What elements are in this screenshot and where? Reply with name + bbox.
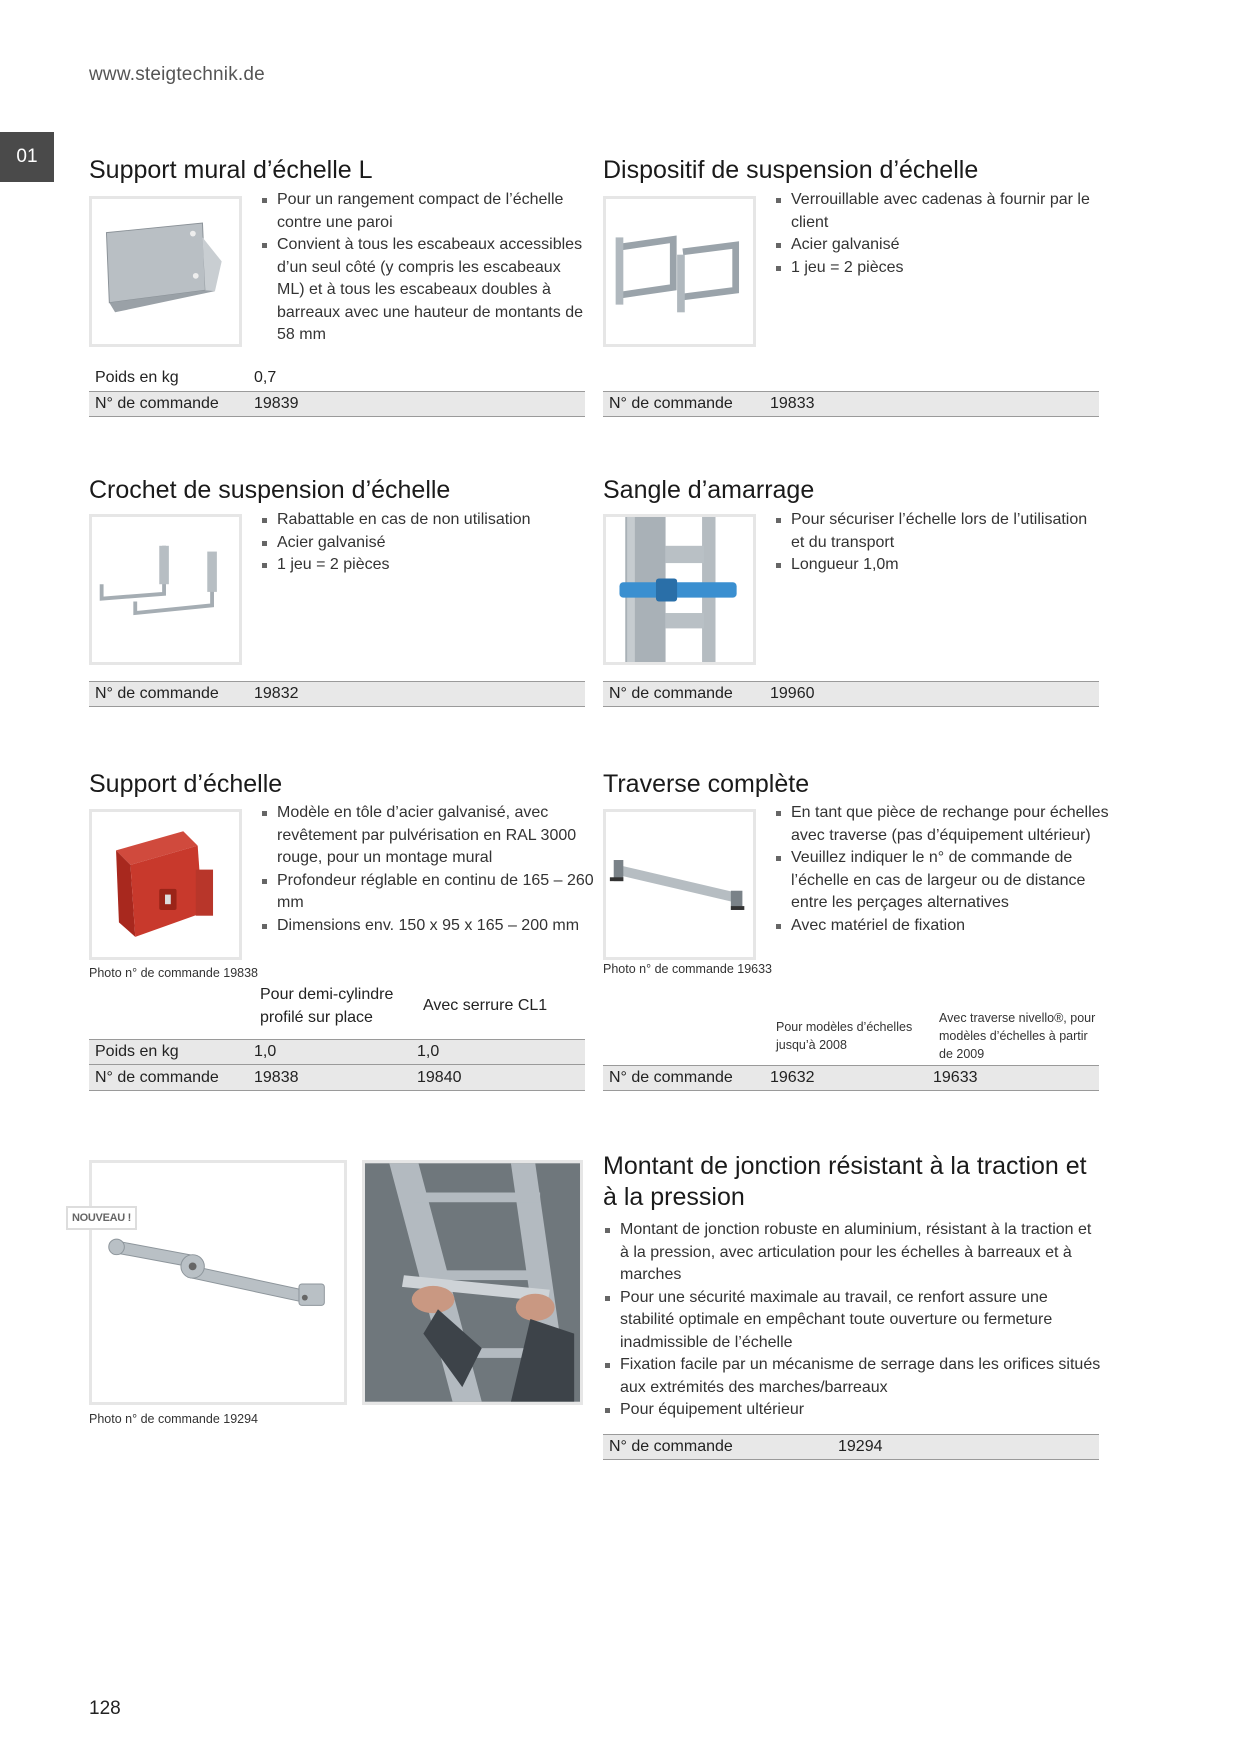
feature-item: En tant que pièce de rechange pour échelles avec traverse (pas d’équipement ultérieur) <box>774 802 1109 847</box>
order-label: N° de commande <box>95 395 219 412</box>
feature-item: Convient à tous les escabeaux accessibles d’un seul côté (y compris les escabeaux ML) et à tous les escabeaux doubles à barreaux avec une hauteur de montants de 58 mm <box>260 234 590 347</box>
table-row <box>603 1065 1099 1091</box>
crossbar-features <box>774 802 1109 937</box>
ladder-hook-image <box>89 514 242 665</box>
connecting-strut-image <box>89 1160 347 1405</box>
product-title-ladder-hook: Crochet de suspension d’échelle <box>89 476 451 504</box>
column-header: Avec serrure CL1 <box>423 997 548 1014</box>
feature-item: Acier galvanisé <box>260 532 590 555</box>
product-title-ladder-support: Support d’échelle <box>89 770 283 798</box>
page-number: 128 <box>89 1698 121 1719</box>
order-number: 19960 <box>770 685 815 702</box>
feature-item: 1 jeu = 2 pièces <box>260 554 590 577</box>
ladder-suspension-image <box>603 196 756 347</box>
order-number: 19632 <box>770 1069 815 1086</box>
order-number: 19839 <box>254 395 299 412</box>
new-badge: NOUVEAU ! <box>66 1206 137 1230</box>
table-row <box>89 1065 585 1091</box>
photo-caption: Photo n° de commande 19294 <box>89 1412 259 1426</box>
product-title-ladder-suspension: Dispositif de suspension d’échelle <box>603 156 979 184</box>
feature-item: Verrouillable avec cadenas à fournir par le client <box>774 189 1104 234</box>
product-title-crossbar: Traverse complète <box>603 770 810 798</box>
feature-item: Profondeur réglable en continu de 165 – 260 mm <box>260 870 595 915</box>
order-number: 19832 <box>254 685 299 702</box>
connecting-strut-features <box>603 1219 1103 1422</box>
order-label: N° de commande <box>95 1068 219 1086</box>
feature-item: Rabattable en cas de non utilisation <box>260 509 590 532</box>
column-header: Pour modèles d’échelles jusqu’à 2008 <box>776 1020 913 1052</box>
table-row <box>89 681 585 707</box>
strap-table <box>603 681 1099 707</box>
table-row <box>89 365 585 391</box>
table-row <box>89 391 585 417</box>
feature-item: Fixation facile par un mécanisme de serrage dans les orifices situés aux extrémités des marches/barreaux <box>603 1354 1103 1399</box>
order-label: N° de commande <box>609 1438 733 1455</box>
weight-label: Poids en kg <box>95 369 179 386</box>
weight-value: 1,0 <box>254 1043 277 1060</box>
order-number: 19633 <box>933 1069 978 1086</box>
table-row <box>89 1039 585 1065</box>
strap-image <box>603 514 756 665</box>
table-row <box>603 1434 1099 1460</box>
feature-item: 1 jeu = 2 pièces <box>774 257 1104 280</box>
order-number: 19294 <box>838 1438 883 1455</box>
weight-value: 1,0 <box>417 1043 440 1060</box>
order-number: 19833 <box>770 395 815 412</box>
ladder-support-image <box>89 809 242 960</box>
feature-item: Modèle en tôle d’acier galvanisé, avec revêtement par pulvérisation en RAL 3000 rouge, pour un montage mural <box>260 802 595 870</box>
connecting-strut-table <box>603 1434 1099 1460</box>
website-url[interactable]: www.steigtechnik.de <box>89 64 265 85</box>
feature-item: Pour une sécurité maximale au travail, ce renfort assure une stabilité optimale en empêchant toute ouverture ou fermeture inadmissible de l’échelle <box>603 1287 1103 1355</box>
feature-item: Pour équipement ultérieur <box>603 1399 1103 1422</box>
crossbar-table <box>603 1065 1099 1091</box>
strap-features <box>774 509 1104 577</box>
order-number: 19838 <box>254 1068 299 1086</box>
column-header: Avec traverse nivello®, pour modèles d’échelles à partir de 2009 <box>939 1011 1096 1061</box>
feature-item: Avec matériel de fixation <box>774 915 1109 938</box>
feature-item: Veuillez indiquer le n° de commande de l’échelle en cas de largeur ou de distance entre les perçages alternatives <box>774 847 1109 915</box>
feature-item: Acier galvanisé <box>774 234 1104 257</box>
wall-support-features <box>260 189 590 347</box>
crossbar-image <box>603 809 756 960</box>
connecting-strut-usage-photo <box>362 1160 583 1405</box>
order-label: N° de commande <box>95 685 219 702</box>
wall-support-table <box>89 365 585 417</box>
feature-item: Longueur 1,0m <box>774 554 1104 577</box>
chapter-tab: 01 <box>0 132 54 182</box>
order-label: N° de commande <box>609 685 733 702</box>
product-title-connecting-strut: Montant de jonction résistant à la traction et à la pression <box>603 1152 1087 1211</box>
ladder-support-features <box>260 802 595 937</box>
column-header: Pour demi-cylindre profilé sur place <box>260 986 394 1026</box>
order-label: N° de commande <box>609 1069 733 1086</box>
ladder-support-table <box>89 1039 585 1091</box>
ladder-suspension-features <box>774 189 1104 279</box>
feature-item: Pour sécuriser l’échelle lors de l’utilisation et du transport <box>774 509 1104 554</box>
weight-value: 0,7 <box>254 369 277 386</box>
photo-caption: Photo n° de commande 19633 <box>603 962 773 976</box>
wall-support-image <box>89 196 242 347</box>
table-row <box>603 391 1099 417</box>
feature-item: Dimensions env. 150 x 95 x 165 – 200 mm <box>260 915 595 938</box>
weight-label: Poids en kg <box>95 1043 179 1060</box>
order-number: 19840 <box>417 1068 462 1086</box>
ladder-hook-features <box>260 509 590 577</box>
ladder-hook-table <box>89 681 585 707</box>
product-title-strap: Sangle d’amarrage <box>603 476 815 504</box>
feature-item: Montant de jonction robuste en aluminium, résistant à la traction et à la pression, avec articulation pour les échelles à barreaux et à marches <box>603 1219 1103 1287</box>
table-row <box>603 681 1099 707</box>
photo-caption: Photo n° de commande 19838 <box>89 966 259 980</box>
product-title-wall-support: Support mural d’échelle L <box>89 156 373 184</box>
order-label: N° de commande <box>609 395 733 412</box>
feature-item: Pour un rangement compact de l’échelle contre une paroi <box>260 189 590 234</box>
ladder-suspension-table <box>603 391 1099 417</box>
